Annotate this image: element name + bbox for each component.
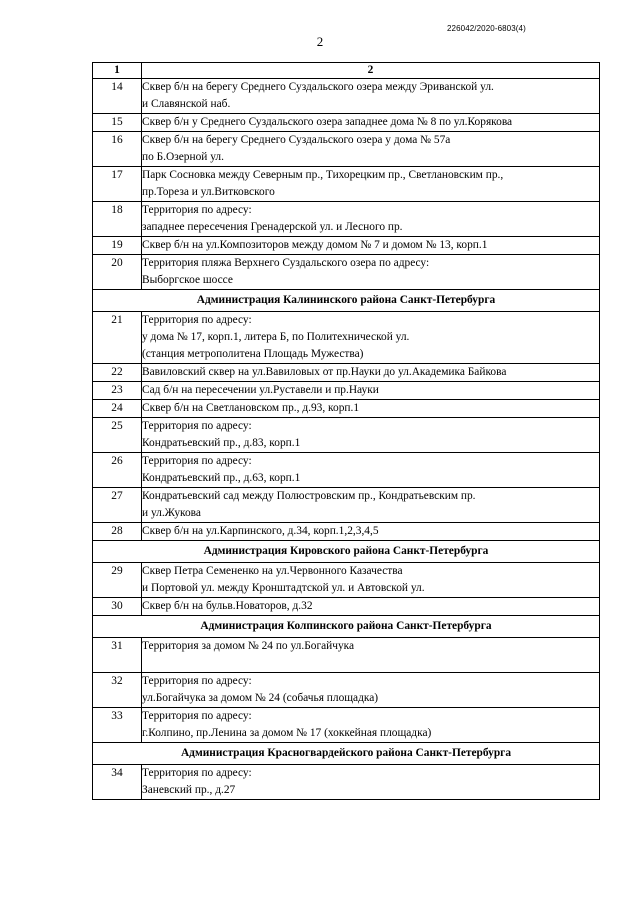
section-header-row: [93, 616, 600, 638]
row-number: 24: [93, 400, 142, 418]
row-number: 27: [93, 488, 142, 523]
row-number: 30: [93, 598, 142, 616]
row-number: 15: [93, 114, 142, 132]
row-description: [142, 418, 600, 453]
row-number: 31: [93, 638, 142, 673]
objects-table: [92, 62, 600, 800]
page-number: 2: [316, 34, 324, 49]
description-line: (станция метрополитена Площадь Мужества): [142, 348, 364, 360]
table-row: [93, 167, 600, 202]
row-description: [142, 598, 600, 616]
table-row: [93, 132, 600, 167]
row-description: [142, 132, 600, 167]
column-header-2: 2: [142, 63, 600, 79]
row-number: 18: [93, 202, 142, 237]
section-title: Администрация Колпинского района Санкт-Петербурга: [93, 616, 600, 638]
row-number: 28: [93, 523, 142, 541]
table-body: [93, 79, 600, 800]
row-description: [142, 563, 600, 598]
row-number: 34: [93, 765, 142, 800]
description-line: Территория по адресу:: [142, 455, 252, 467]
description-line: Сад б/н на пересечении ул.Руставели и пр.Науки: [142, 384, 379, 396]
table-row: [93, 418, 600, 453]
description-line: Территория по адресу:: [142, 675, 252, 687]
row-number: 32: [93, 673, 142, 708]
row-number: 23: [93, 382, 142, 400]
description-line: по Б.Озерной ул.: [142, 151, 224, 163]
table-row: [93, 488, 600, 523]
table-row: [93, 673, 600, 708]
row-number: 29: [93, 563, 142, 598]
row-description: [142, 167, 600, 202]
section-title: Администрация Калининского района Санкт-Петербурга: [93, 290, 600, 312]
description-line: Сквер б/н на берегу Среднего Суздальского озера между Эриванской ул.: [142, 81, 494, 93]
description-line: Сквер б/н на ул.Композиторов между домом № 7 и домом № 13, корп.1: [142, 239, 488, 251]
row-number: 14: [93, 79, 142, 114]
row-number: 33: [93, 708, 142, 743]
table-row: [93, 364, 600, 382]
row-description: [142, 400, 600, 418]
description-line: Сквер б/н у Среднего Суздальского озера западнее дома № 8 по ул.Корякова: [142, 116, 513, 128]
description-line: Выборгское шоссе: [142, 274, 233, 286]
row-description: [142, 765, 600, 800]
description-line: Территория за домом № 24 по ул.Богайчука: [142, 640, 355, 652]
row-description: [142, 382, 600, 400]
section-title: Администрация Кировского района Санкт-Петербурга: [93, 541, 600, 563]
description-line: Кондратьевский сад между Полюстровским пр., Кондратьевским пр.: [142, 490, 476, 502]
row-number: 22: [93, 364, 142, 382]
description-line: у дома № 17, корп.1, литера Б, по Политехнической ул.: [142, 331, 410, 343]
row-description: [142, 488, 600, 523]
description-line: Сквер б/н на берегу Среднего Суздальского озера у дома № 57а: [142, 134, 451, 146]
table-row: [93, 114, 600, 132]
description-line: Парк Сосновка между Северным пр., Тихорецким пр., Светлановским пр.,: [142, 169, 504, 181]
description-line: Территория по адресу:: [142, 710, 252, 722]
row-number: 26: [93, 453, 142, 488]
table-row: [93, 382, 600, 400]
table-row: [93, 765, 600, 800]
row-description: [142, 364, 600, 382]
section-header-row: [93, 743, 600, 765]
column-header-1: 1: [93, 63, 142, 79]
description-line: Сквер б/н на ул.Карпинского, д.34, корп.1,2,3,4,5: [142, 525, 379, 537]
description-line: и ул.Жукова: [142, 507, 201, 519]
row-description: [142, 453, 600, 488]
row-number: 19: [93, 237, 142, 255]
table-row: [93, 523, 600, 541]
row-number: 16: [93, 132, 142, 167]
row-description: [142, 673, 600, 708]
table-row: [93, 400, 600, 418]
table-row: [93, 312, 600, 364]
table-row: [93, 255, 600, 290]
row-description: [142, 114, 600, 132]
table-row: [93, 237, 600, 255]
table-row: [93, 708, 600, 743]
description-line: Заневский пр., д.27: [142, 784, 236, 796]
table-row: [93, 202, 600, 237]
description-line: Сквер б/н на Светлановском пр., д.93, корп.1: [142, 402, 360, 414]
row-number: 17: [93, 167, 142, 202]
row-description: [142, 523, 600, 541]
description-line: Территория по адресу:: [142, 314, 252, 326]
description-line: Вавиловский сквер на ул.Вавиловых от пр.Науки до ул.Академика Байкова: [142, 366, 507, 378]
section-title: Администрация Красногвардейского района Санкт-Петербурга: [93, 743, 600, 765]
row-description: [142, 202, 600, 237]
description-line: Территория по адресу:: [142, 204, 252, 216]
row-number: 25: [93, 418, 142, 453]
table-row: [93, 638, 600, 673]
description-line: Территория пляжа Верхнего Суздальского озера по адресу:: [142, 257, 430, 269]
row-description: [142, 638, 600, 673]
description-line: и Славянской наб.: [142, 98, 231, 110]
row-description: [142, 237, 600, 255]
row-number: 20: [93, 255, 142, 290]
description-line: пр.Тореза и ул.Витковского: [142, 186, 275, 198]
document-number: 226042/2020-6803(4): [447, 24, 526, 33]
section-header-row: [93, 290, 600, 312]
row-description: [142, 79, 600, 114]
description-line: Сквер Петра Семененко на ул.Червонного Казачества: [142, 565, 403, 577]
table-row: [93, 563, 600, 598]
table-header-row: [93, 63, 600, 79]
row-number: 21: [93, 312, 142, 364]
description-line: [142, 655, 599, 672]
table-row: [93, 79, 600, 114]
description-line: Кондратьевский пр., д.83, корп.1: [142, 437, 301, 449]
description-line: Территория по адресу:: [142, 767, 252, 779]
description-line: западнее пересечения Гренадерской ул. и Лесного пр.: [142, 221, 403, 233]
description-line: Кондратьевский пр., д.63, корп.1: [142, 472, 301, 484]
description-line: г.Колпино, пр.Ленина за домом № 17 (хоккейная площадка): [142, 727, 432, 739]
section-header-row: [93, 541, 600, 563]
description-line: и Портовой ул. между Кронштадтской ул. и Автовской ул.: [142, 582, 425, 594]
table-row: [93, 453, 600, 488]
table-row: [93, 598, 600, 616]
row-description: [142, 255, 600, 290]
row-description: [142, 312, 600, 364]
description-line: Сквер б/н на бульв.Новаторов, д.32: [142, 600, 313, 612]
description-line: Территория по адресу:: [142, 420, 252, 432]
description-line: ул.Богайчука за домом № 24 (собачья площадка): [142, 692, 379, 704]
row-description: [142, 708, 600, 743]
